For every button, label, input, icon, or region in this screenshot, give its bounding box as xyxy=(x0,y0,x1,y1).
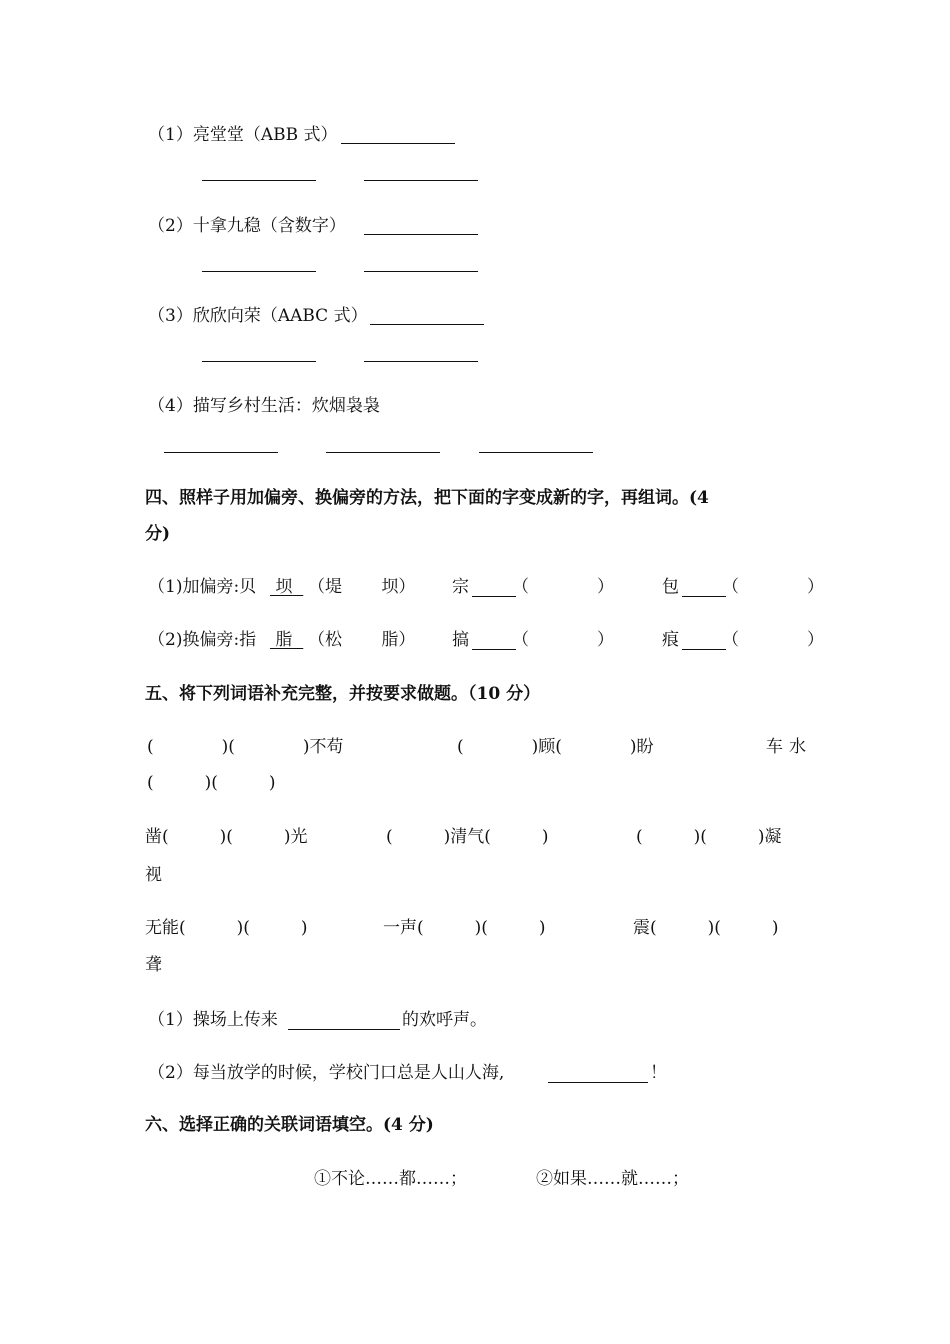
example-answer: 脂 xyxy=(275,630,293,650)
idiom-blank: 视 xyxy=(145,865,162,885)
fill-sentence-1-end: 的欢呼声。 xyxy=(402,1010,487,1030)
answer-blank[interactable] xyxy=(326,452,440,453)
answer-blank[interactable] xyxy=(364,361,478,362)
idiom-blank[interactable]: ( )( )凝 xyxy=(636,827,782,847)
answer-blank[interactable] xyxy=(164,452,278,453)
answer-blank[interactable] xyxy=(364,234,478,235)
idiom-blank[interactable]: ( )( ) xyxy=(147,773,276,793)
row-label: （1)加偏旁:贝 xyxy=(148,577,257,597)
idiom-blank[interactable]: 一声( )( ) xyxy=(383,918,546,938)
fill-sentence-2-end: ！ xyxy=(650,1063,667,1083)
section4-title: 四、照样子用加偏旁、换偏旁的方法，把下面的字变成新的字，再组词。(4 xyxy=(145,488,709,508)
target-char: 搞 xyxy=(452,630,469,650)
idiom-blank[interactable]: ( )顾( )盼 xyxy=(457,737,654,757)
item-q2: （2）十拿九稳（含数字） xyxy=(148,216,346,236)
section6-title: 六、选择正确的关联词语填空。(4 分) xyxy=(145,1115,434,1135)
idiom-blank[interactable]: 凿( )( )光 xyxy=(145,827,308,847)
answer-blank[interactable] xyxy=(202,361,316,362)
answer-blank[interactable] xyxy=(202,271,316,272)
answer-blank[interactable] xyxy=(472,649,516,650)
answer-blank[interactable] xyxy=(364,180,478,181)
word-parens[interactable]: （ ） xyxy=(512,577,614,597)
word-parens[interactable]: （ ） xyxy=(722,577,824,597)
fill-sentence-2: （2）每当放学的时候，学校门口总是人山人海, xyxy=(148,1063,505,1083)
target-char: 痕 xyxy=(662,630,679,650)
target-char: 包 xyxy=(662,577,679,597)
example-answer: 坝 xyxy=(275,577,293,597)
row-label: （2)换偏旁:指 xyxy=(148,630,257,650)
idiom-blank: 聋 xyxy=(145,955,162,975)
answer-blank[interactable] xyxy=(370,324,484,325)
section4-title-cont: 分) xyxy=(145,524,171,544)
option-1: ①不论……都……； xyxy=(314,1169,467,1189)
option-2: ②如果……就……； xyxy=(536,1169,689,1189)
item-q3: （3）欣欣向荣（AABC 式） xyxy=(148,306,368,326)
answer-blank[interactable] xyxy=(364,271,478,272)
answer-blank[interactable] xyxy=(472,596,516,597)
item-q4: （4）描写乡村生活：炊烟袅袅 xyxy=(148,396,380,416)
example-words: （松 脂） xyxy=(308,630,416,650)
answer-blank[interactable] xyxy=(682,596,726,597)
answer-blank[interactable] xyxy=(288,1029,400,1030)
idiom-blank[interactable]: 无能( )( ) xyxy=(145,918,308,938)
example-words: （堤 坝） xyxy=(308,577,416,597)
answer-blank[interactable] xyxy=(479,452,593,453)
idiom-blank[interactable]: ( )( )不苟 xyxy=(147,737,344,757)
idiom-blank[interactable]: 震( )( ) xyxy=(633,918,779,938)
answer-blank[interactable] xyxy=(682,649,726,650)
idiom-blank[interactable]: ( )清气( ) xyxy=(386,827,549,847)
answer-blank[interactable] xyxy=(202,180,316,181)
section5-title: 五、将下列词语补充完整，并按要求做题。（10 分） xyxy=(145,684,541,704)
idiom-blank: 车水 xyxy=(766,737,812,757)
answer-blank[interactable] xyxy=(341,143,455,144)
word-parens[interactable]: （ ） xyxy=(722,630,824,650)
target-char: 宗 xyxy=(452,577,469,597)
fill-sentence-1: （1）操场上传来 xyxy=(148,1010,278,1030)
answer-blank[interactable] xyxy=(548,1082,648,1083)
word-parens[interactable]: （ ） xyxy=(512,630,614,650)
item-q1: （1）亮堂堂（ABB 式） xyxy=(148,125,338,145)
